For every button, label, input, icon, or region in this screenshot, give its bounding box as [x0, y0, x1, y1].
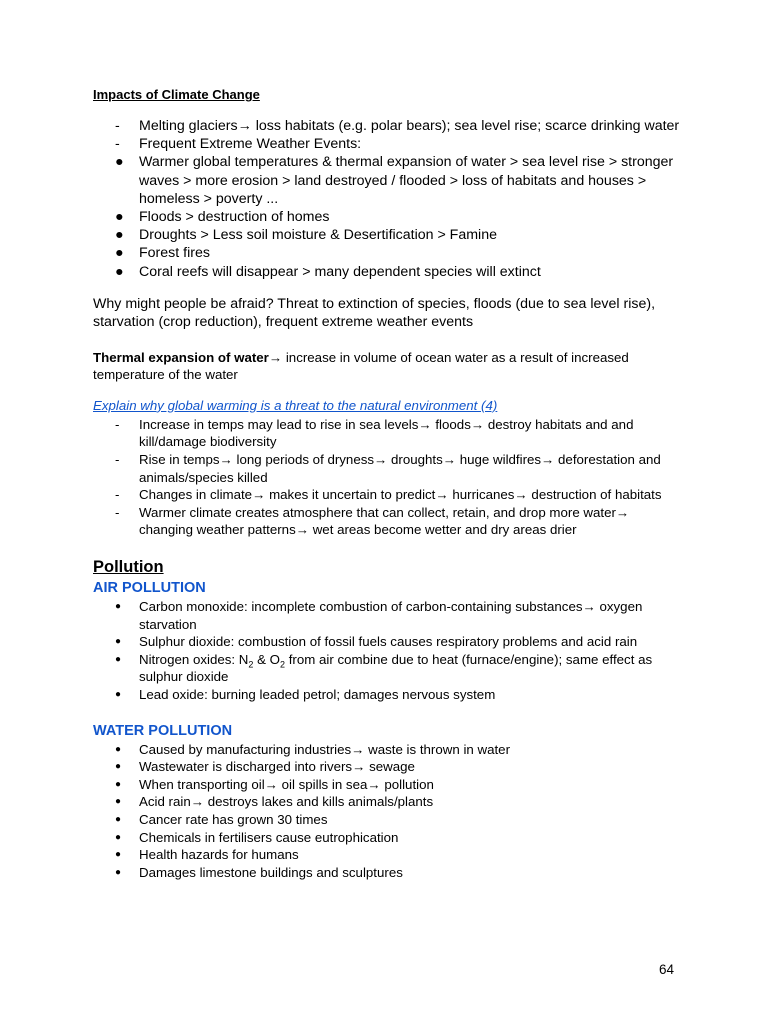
thermal-term: Thermal expansion of water: [93, 349, 269, 365]
list-item: - Frequent Extreme Weather Events:: [115, 136, 362, 153]
list-item: ● When transporting oil→ oil spills in sea→ pollution: [115, 776, 434, 792]
list-item: ● Caused by manufacturing industries→ waste is thrown in water: [115, 741, 511, 757]
exam-question-link[interactable]: Explain why global warming is a threat to the natural environment (4): [93, 397, 498, 413]
impacts-title: Impacts of Climate Change: [93, 87, 260, 102]
list-item: ● Health hazards for humans: [115, 847, 299, 863]
fear-question: Why might people be afraid? Threat to extinction of species, floods (due to sea level rise), starvation (crop reduction), frequent extreme weather events: [93, 295, 656, 330]
air-pollution-heading: AIR POLLUTION: [93, 579, 206, 596]
list-item: ● Floods > destruction of homes: [115, 209, 330, 226]
list-item: ● Wastewater is discharged into rivers→ sewage: [115, 759, 415, 775]
list-item: ● Acid rain→ destroys lakes and kills animals/plants: [115, 794, 434, 810]
list-item: - Changes in climate→ makes it uncertain to predict→ hurricanes→ destruction of habitats: [115, 487, 662, 503]
water-pollution-list: [93, 741, 683, 882]
list-item: ● Forest fires: [115, 245, 210, 262]
pollution-heading: Pollution: [93, 557, 164, 576]
impacts-list: [93, 117, 683, 281]
list-item: ● Warmer global temperatures & thermal expansion of water > sea level rise > stronger waves > more erosion > land destroyed / flooded > loss of habitats and houses > homeless > poverty ...: [115, 154, 674, 207]
air-pollution-list: [93, 598, 683, 704]
thermal-definition: → increase in volume of ocean water as a result of increased temperature of the water: [93, 349, 629, 382]
thermal-expansion-definition: [93, 349, 683, 383]
list-item: ● Carbon monoxide: incomplete combustion of carbon-containing substances→ oxygen starvation: [115, 598, 643, 632]
page-number: 64: [659, 962, 675, 977]
list-item: ● Lead oxide: burning leaded petrol; damages nervous system: [115, 686, 496, 702]
list-item: ● Chemicals in fertilisers cause eutrophication: [115, 829, 399, 845]
list-item: ● Nitrogen oxides: $N_2$ & $O_2$ from air combine due to heat (furnace/engine); same effect as sulphur dioxide: [115, 651, 653, 685]
list-item: ● Droughts > Less soil moisture & Desertification > Famine: [115, 227, 497, 244]
list-item: ● Damages limestone buildings and sculptures: [115, 864, 403, 880]
explain-list: [93, 416, 683, 539]
document-page: [93, 86, 683, 881]
list-item: - Increase in temps may lead to rise in sea levels→ floods→ destroy habitats and and kill/damage biodiversity: [115, 416, 634, 450]
list-item: - Melting glaciers→ loss habitats (e.g. polar bears); sea level rise; scarce drinking water: [115, 118, 680, 134]
list-item: ● Coral reefs will disappear > many dependent species will extinct: [115, 263, 541, 280]
water-pollution-heading: WATER POLLUTION: [93, 722, 233, 739]
list-item: - Warmer climate creates atmosphere that can collect, retain, and drop more water→ changing weather patterns→ wet areas become wetter and dry areas drier: [115, 504, 630, 538]
list-item: ● Sulphur dioxide: combustion of fossil fuels causes respiratory problems and acid rain: [115, 634, 638, 650]
list-item: - Rise in temps→ long periods of dryness→ droughts→ huge wildfires→ deforestation and animals/species killed: [115, 452, 661, 485]
list-item: ● Cancer rate has grown 30 times: [115, 811, 328, 827]
